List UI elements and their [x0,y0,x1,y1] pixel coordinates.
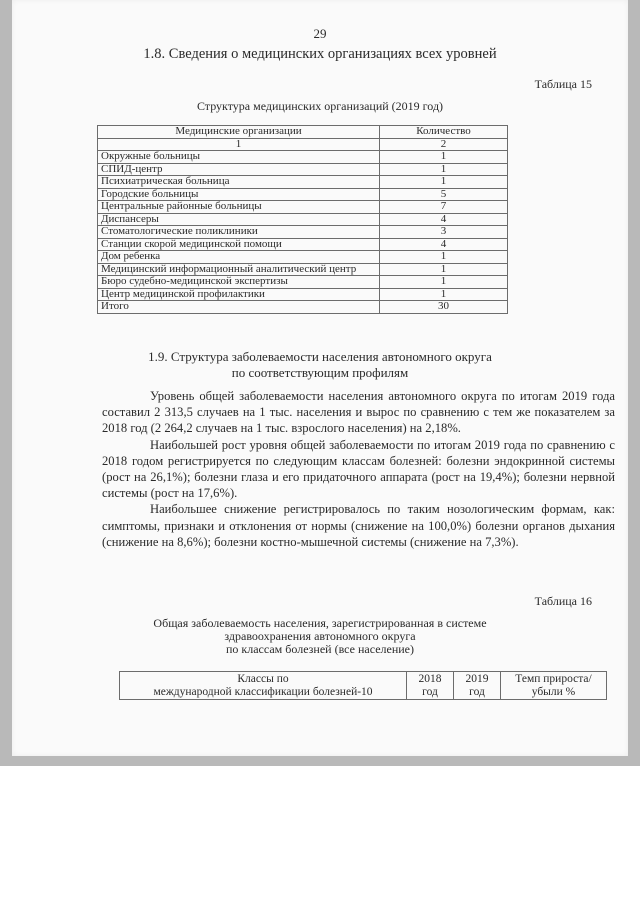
table-row [98,213,508,226]
medical-organizations-table [97,125,508,314]
total-count: 30 [380,301,508,314]
table-row [98,288,508,301]
table-row [98,238,508,251]
org-count: 1 [380,288,508,301]
org-count: 4 [380,238,508,251]
header-growth-rate [501,672,607,700]
header-organizations: Медицинские организации [98,126,380,139]
org-name: Окружные больницы [98,151,380,164]
org-name: Психиатрическая больница [98,176,380,189]
org-count: 7 [380,201,508,214]
column-number-row [98,138,508,151]
org-name: Станции скорой медицинской помощи [98,238,380,251]
caption-line: здравоохранения автономного округа [224,629,416,643]
header-line: год [469,685,485,698]
org-name: Бюро судебно-медицинской экспертизы [98,276,380,289]
table-row [98,226,508,239]
paragraph: Уровень общей заболеваемости населения автономного округа по итогам 2019 года составил 2 313,5 случаев на 1 тыс. населения и вырос по сравнению с тем же показателем за 2018 год (2 264,2 случаев на 1 тыс. взрослого населения) на 2,18%. [102,389,615,436]
header-line: убыли % [531,685,576,698]
org-name: Центральные районные больницы [98,201,380,214]
org-count: 1 [380,176,508,189]
org-count: 4 [380,213,508,226]
header-icd-classes [120,672,407,700]
org-count: 3 [380,226,508,239]
table-row [98,151,508,164]
org-name: СПИД-центр [98,163,380,176]
table-row [98,263,508,276]
header-line: 2019 [465,673,489,685]
table-15-label: Таблица 15 [534,77,592,91]
table-row [98,163,508,176]
table-15-caption: Структура медицинских организаций (2019 год) [196,99,444,113]
table-16-caption [12,617,628,656]
caption-line: по классам болезней (все население) [225,642,415,656]
disease-classes-table [119,671,607,700]
org-count: 1 [380,163,508,176]
header-line: Темп прироста/ [515,673,592,685]
header-line: 2018 [418,673,442,685]
header-count: Количество [380,126,508,139]
org-count: 5 [380,188,508,201]
paragraph: Наибольшей рост уровня общей заболеваемости по итогам 2019 года по сравнению с 2018 годом регистрируется по следующим классам болезней: болезни эндокринной системы (рост на 26,1%); болезни глаза и его придаточного аппарата (рост на 19,4%); болезни нервной системы (рост на 17,6%). [102,437,615,501]
table-row [98,176,508,189]
table-row [98,188,508,201]
header-2019 [454,672,501,700]
header-line: год [422,685,438,698]
org-name: Городские больницы [98,188,380,201]
org-count: 1 [380,251,508,264]
org-name: Центр медицинской профилактики [98,288,380,301]
section-title-1-8: 1.8. Сведения о медицинских организациях всех уровней [143,46,497,62]
document-page [12,0,628,756]
org-name: Медицинский информационный аналитический центр [98,263,380,276]
table-16-label: Таблица 16 [534,594,592,608]
org-count: 1 [380,151,508,164]
column-number: 2 [380,138,508,151]
org-name: Стоматологические поликлиники [98,226,380,239]
header-2018 [407,672,454,700]
paragraph: Наибольшее снижение регистрировалось по таким нозологическим формам, как: симптомы, признаки и отклонения от нормы (снижение на 100,0%) болезни органов дыхания (снижение на 8,6%); болезни костно-мышечной системы (снижение на 7,3%). [102,502,615,549]
org-name: Дом ребенка [98,251,380,264]
table-total-row [98,301,508,314]
page-number: 29 [313,26,327,41]
table-row [98,201,508,214]
org-count: 1 [380,276,508,289]
table-row [98,251,508,264]
org-count: 1 [380,263,508,276]
org-name: Диспансеры [98,213,380,226]
header-line: Классы по [237,673,289,685]
total-label: Итого [98,301,380,314]
table-header-row [98,126,508,139]
column-number: 1 [98,138,380,151]
table-row [98,276,508,289]
caption-line: Общая заболеваемость населения, зарегистрированная в системе [153,616,487,630]
section-title-line: 1.9. Структура заболеваемости населения автономного округа [148,349,492,364]
section-title-1-9 [12,349,628,381]
section-title-line: по соответствующим профилям [231,365,409,380]
header-line: международной классификации болезней-10 [153,685,373,698]
body-text [102,388,615,550]
table-header-row [120,672,607,700]
